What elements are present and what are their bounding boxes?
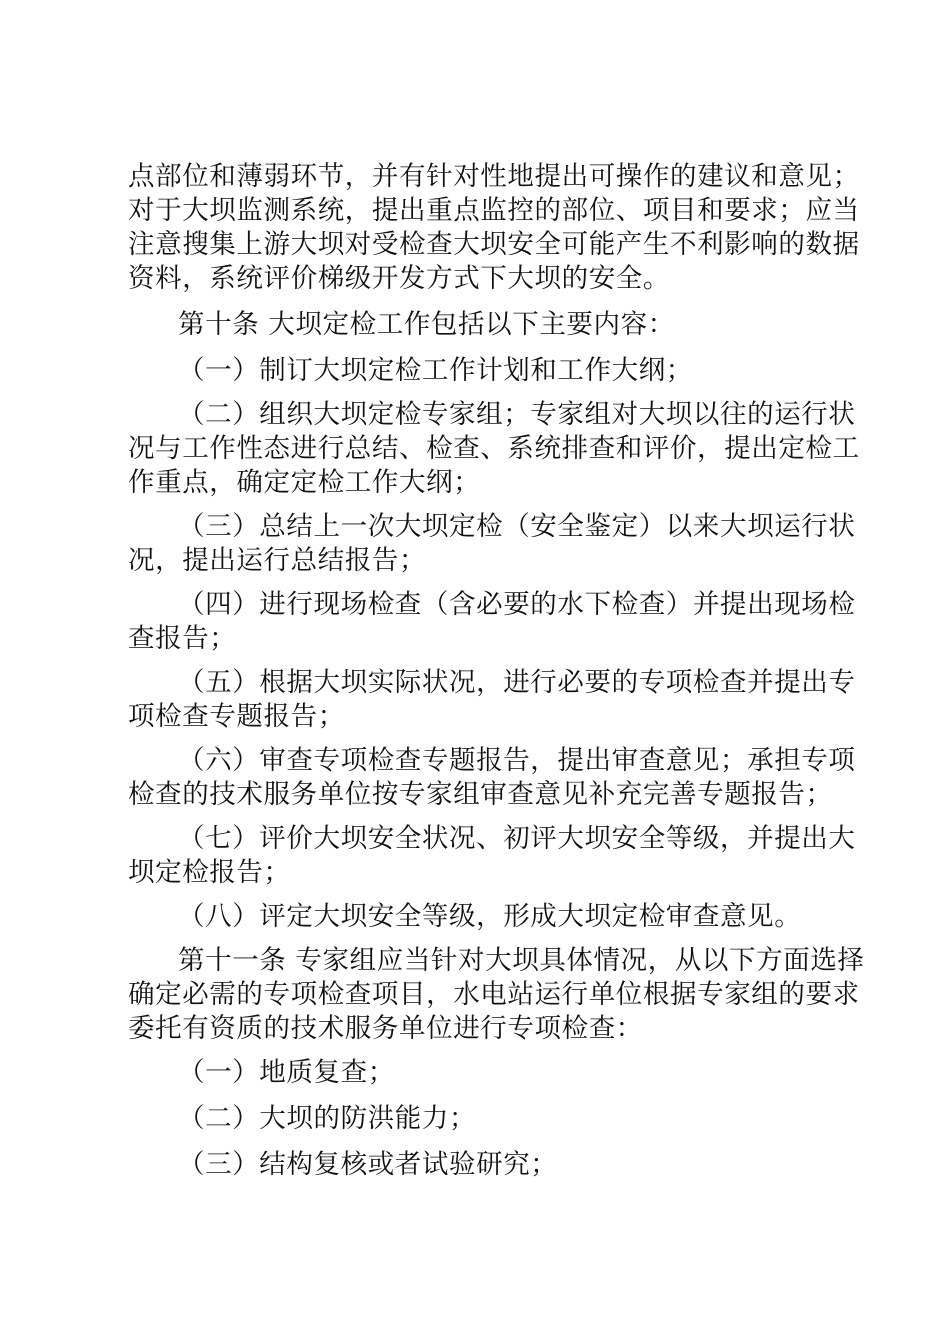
text-line: 点部位和薄弱环节，并有针对性地提出可操作的建议和意见； [128,161,860,192]
list-item: （四）进行现场检查（含必要的水下检查）并提出现场检 [178,589,856,620]
article-heading: 第十条 大坝定检工作包括以下主要内容： [178,309,675,340]
text-line: 坝定检报告； [128,857,291,888]
list-item: （五）根据大坝实际状况，进行必要的专项检查并提出专 [178,667,856,698]
text-line: 况与工作性态进行总结、检查、系统排查和评价，提出定检工 [128,433,860,464]
text-line: 确定必需的专项检查项目，水电站运行单位根据专家组的要求 [128,979,860,1010]
text-line: 查报告； [128,623,237,654]
text-line: 况，提出运行总结报告； [128,545,427,576]
list-item: （八）评定大坝安全等级，形成大坝定检审查意见。 [178,901,802,932]
text-line: 资料，系统评价梯级开发方式下大坝的安全。 [128,263,670,294]
list-item: （六）审查专项检查专题报告，提出审查意见；承担专项 [178,745,856,776]
list-item: （一）制订大坝定检工作计划和工作大纲； [178,355,693,386]
text-line: 注意搜集上游大坝对受检查大坝安全可能产生不利影响的数据 [128,229,860,260]
text-line: 委托有资质的技术服务单位进行专项检查： [128,1013,643,1044]
text-line: 检查的技术服务单位按专家组审查意见补充完善专题报告； [128,779,833,810]
list-item: （二）大坝的防洪能力； [178,1103,477,1134]
list-item: （三）总结上一次大坝定检（安全鉴定）以来大坝运行状 [178,511,856,542]
list-item: （七）评价大坝安全状况、初评大坝安全等级，并提出大 [178,823,856,854]
list-item: （一）地质复查； [178,1057,395,1088]
text-line: 对于大坝监测系统，提出重点监控的部位、项目和要求；应当 [128,195,860,226]
text-line: 项检查专题报告； [128,701,345,732]
article-heading: 第十一条 专家组应当针对大坝具体情况，从以下方面选择 [178,945,865,976]
list-item: （二）组织大坝定检专家组；专家组对大坝以往的运行状 [178,399,856,430]
text-line: 作重点，确定定检工作大纲； [128,467,481,498]
list-item: （三）结构复核或者试验研究； [178,1149,558,1180]
